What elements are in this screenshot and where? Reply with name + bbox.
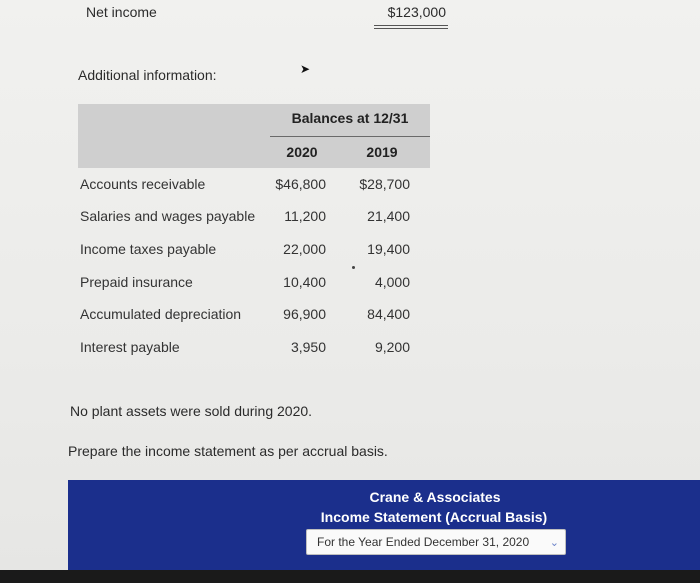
row-value-2020: 96,900 — [283, 306, 326, 322]
statement-title: Income Statement (Accrual Basis) — [320, 509, 548, 525]
header-divider — [270, 136, 430, 137]
period-select[interactable] — [306, 529, 566, 555]
row-value-2020: $46,800 — [275, 176, 326, 192]
net-income-value: $123,000 — [387, 4, 446, 20]
row-value-2020: 3,950 — [290, 339, 326, 355]
cursor-icon: ➤ — [300, 62, 311, 76]
row-label: Salaries and wages payable — [80, 208, 256, 224]
row-label: Income taxes payable — [80, 241, 217, 257]
bottom-bezel — [0, 570, 700, 583]
column-header-2020: 2020 — [286, 144, 318, 160]
company-name: Crane & Associates — [369, 489, 501, 505]
instruction-text: Prepare the income statement as per accrual basis. — [68, 443, 388, 459]
row-value-2019: 9,200 — [374, 339, 410, 355]
period-select-value: For the Year Ended December 31, 2020 — [317, 535, 530, 549]
row-value-2020: 11,200 — [284, 208, 326, 224]
row-value-2019: 4,000 — [374, 274, 410, 290]
row-value-2020: 22,000 — [283, 241, 326, 257]
row-label: Prepaid insurance — [80, 274, 193, 290]
net-income-label: Net income — [86, 4, 157, 20]
row-value-2019: $28,700 — [359, 176, 410, 192]
double-underline — [374, 25, 448, 29]
chevron-down-icon[interactable]: ⌄ — [549, 537, 559, 549]
row-label: Accounts receivable — [80, 176, 206, 192]
column-header-2019: 2019 — [366, 144, 398, 160]
row-label: Accumulated depreciation — [80, 306, 242, 322]
stray-dot — [352, 266, 355, 269]
row-value-2019: 19,400 — [367, 241, 410, 257]
balances-header: Balances at 12/31 — [291, 110, 409, 126]
plant-assets-note: No plant assets were sold during 2020. — [70, 403, 313, 419]
row-value-2020: 10,400 — [283, 274, 326, 290]
row-value-2019: 84,400 — [367, 306, 410, 322]
row-label: Interest payable — [80, 339, 180, 355]
row-value-2019: 21,400 — [367, 208, 410, 224]
additional-info-label: Additional information: — [78, 67, 217, 83]
